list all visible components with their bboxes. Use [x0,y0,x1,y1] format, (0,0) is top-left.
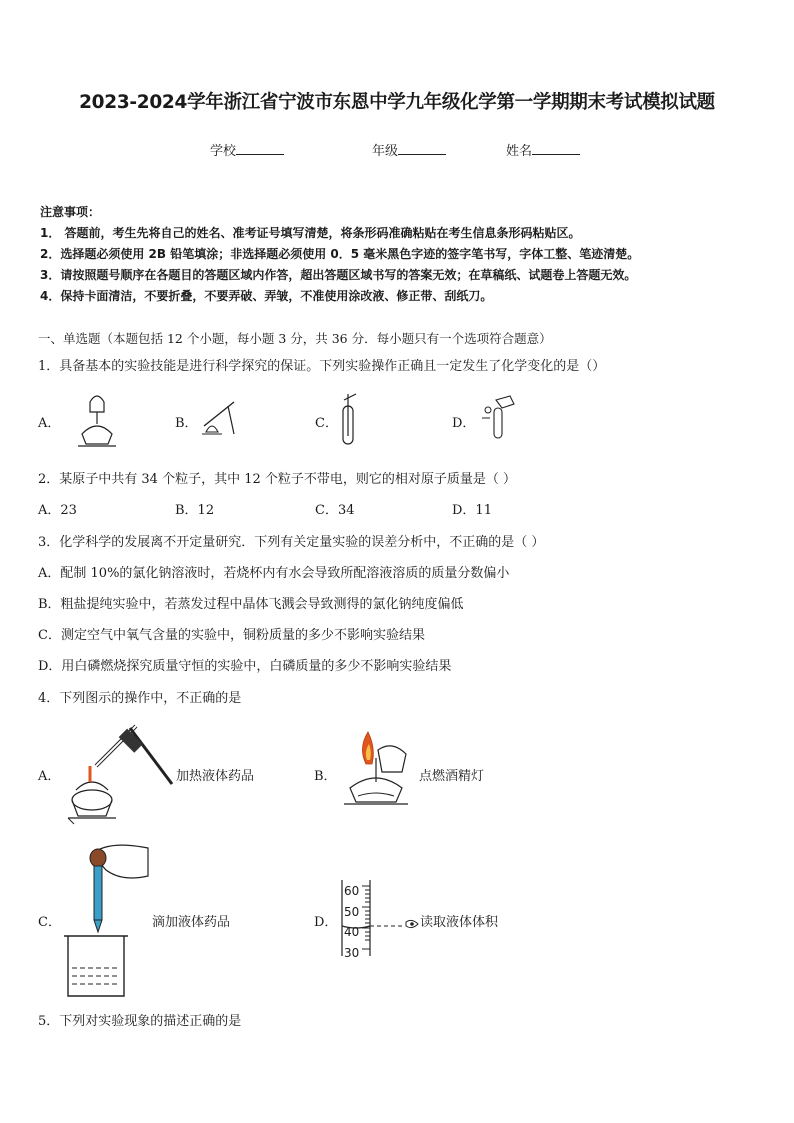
q4-option-b-label[interactable]: B． [314,769,337,784]
cylinder-scale [344,881,359,963]
notice-item: 2．选择题必须使用 2B 铅笔填涂；非选择题必须使用 0．5 毫米黑色字迹的签字笔书写，字体工整、笔迹清楚。 [40,247,640,261]
q3-option-d[interactable]: D．用白磷燃烧探究质量守恒的实验中，白磷质量的多少不影响实验结果 [38,659,452,674]
q4-option-a-label[interactable]: A． [38,769,61,784]
q1-option-a-label[interactable]: A． [38,416,61,431]
test-tube-stir-icon [334,392,364,448]
question-2-stem: 2．某原子中共有 34 个粒子，其中 12 个粒子不带电，则它的相对原子质量是（ ） [38,472,517,487]
q2-option-a[interactable]: A．23 [38,503,77,518]
q4-caption-d: 读取液体体积 [420,915,499,930]
notice-item: 3．请按照题号顺序在各题目的答题区域内作答，超出答题区域书写的答案无效；在草稿纸、试题卷上答题无效。 [40,268,637,282]
grade-label: 年级 [372,144,399,159]
name-label: 姓名 [506,144,533,159]
q2-option-b[interactable]: B．12 [175,503,215,518]
heating-liquid-icon [60,720,175,828]
pour-liquid-icon [476,394,518,440]
q3-option-c[interactable]: C．测定空气中氧气含量的实验中，铜粉质量的多少不影响实验结果 [38,628,425,643]
school-label: 学校 [210,144,237,159]
dropper-beaker-icon [62,840,154,1000]
q2-option-d[interactable]: D．11 [452,503,492,518]
q1-option-b-label[interactable]: B． [175,416,198,431]
q4-option-c-label[interactable]: C． [38,915,61,930]
q3-option-b[interactable]: B．粗盐提纯实验中，若蒸发过程中晶体飞溅会导致测得的氯化钠纯度偏低 [38,597,464,612]
q2-option-c[interactable]: C．34 [315,503,355,518]
question-3-stem: 3．化学科学的发展离不开定量研究．下列有关定量实验的误差分析中，不正确的是（ ） [38,535,545,550]
school-field[interactable] [210,140,284,159]
q4-option-d-label[interactable]: D． [314,915,338,930]
name-blank[interactable] [532,142,580,155]
notice-item: 4．保持卡面清洁，不要折叠，不要弄破、弄皱，不准使用涂改液、修正带、刮纸刀。 [40,289,493,303]
question-4-stem: 4．下列图示的操作中，不正确的是 [38,691,242,706]
q1-option-c-label[interactable]: C． [315,416,338,431]
q3-option-a[interactable]: A．配制 10%的氯化钠溶液时，若烧杯内有水会导致所配溶液溶质的质量分数偏小 [38,566,510,581]
section-heading: 一、单选题（本题包括 12 个小题，每小题 3 分，共 36 分．每小题只有一个选项符合题意） [38,331,552,346]
question-1-stem: 1．具备基本的实验技能是进行科学探究的保证。下列实验操作正确且一定发生了化学变化的是（） [38,359,606,374]
alcohol-lamp-cap-icon [72,390,122,450]
name-field[interactable] [506,140,580,159]
cylinder-tick-label: 40 [344,925,360,939]
grade-blank[interactable] [398,142,446,155]
question-5-stem: 5．下列对实验现象的描述正确的是 [38,1014,242,1029]
q4-caption-c: 滴加液体药品 [152,915,231,930]
heating-tube-icon [198,398,242,438]
notice-heading: 注意事项： [40,205,101,219]
q4-caption-b: 点燃酒精灯 [419,769,485,784]
cylinder-tick-label: 30 [344,945,360,960]
q4-caption-a: 加热液体药品 [176,769,255,784]
cylinder-tick-label: 50 [344,904,360,919]
cylinder-tick-label: 60 [344,884,360,898]
q1-option-d-label[interactable]: D． [452,416,476,431]
notice-item: 1． 答题前，考生先将自己的姓名、准考证号填写清楚，将条形码准确粘贴在考生信息条形码粘贴区。 [40,226,581,240]
lighting-lamp-icon [336,730,416,810]
page-title: 2023-2024学年浙江省宁波市东恩中学九年级化学第一学期期末考试模拟试题 [79,92,715,113]
school-blank[interactable] [236,142,284,155]
grade-field[interactable] [372,140,446,159]
